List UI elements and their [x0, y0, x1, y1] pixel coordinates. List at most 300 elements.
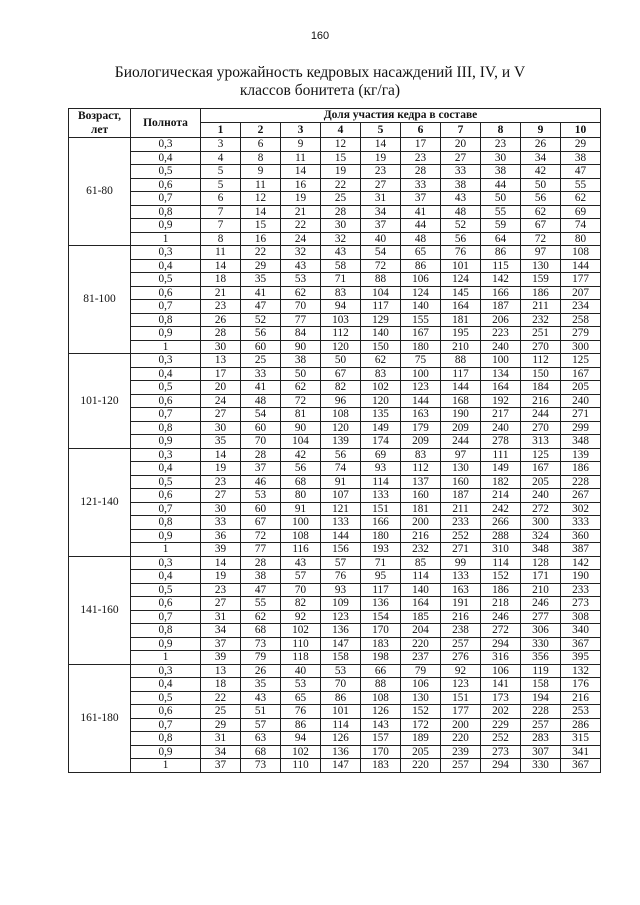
value-cell: 341	[561, 745, 601, 759]
value-cell: 109	[321, 597, 361, 611]
table-row	[69, 475, 601, 489]
value-cell: 82	[281, 597, 321, 611]
value-cell: 36	[201, 529, 241, 543]
column-header: 1	[201, 123, 241, 138]
value-cell: 184	[521, 381, 561, 395]
value-cell: 96	[321, 394, 361, 408]
value-cell: 26	[241, 664, 281, 678]
value-cell: 252	[441, 529, 481, 543]
value-cell: 70	[241, 435, 281, 449]
value-cell: 195	[441, 327, 481, 341]
value-cell: 23	[201, 300, 241, 314]
value-cell: 38	[481, 165, 521, 179]
density-cell: 0,7	[131, 718, 201, 732]
density-cell: 0,7	[131, 502, 201, 516]
value-cell: 112	[321, 327, 361, 341]
value-cell: 273	[481, 745, 521, 759]
value-cell: 356	[521, 651, 561, 665]
value-cell: 240	[521, 489, 561, 503]
value-cell: 97	[521, 246, 561, 260]
value-cell: 139	[561, 448, 601, 462]
title-line-2: классов бонитета (кг/га)	[239, 82, 401, 99]
value-cell: 56	[281, 462, 321, 476]
table-row	[69, 138, 601, 152]
value-cell: 68	[241, 745, 281, 759]
table-row	[69, 664, 601, 678]
value-cell: 202	[481, 705, 521, 719]
value-cell: 142	[481, 273, 521, 287]
value-cell: 72	[361, 259, 401, 273]
value-cell: 74	[321, 462, 361, 476]
table-row	[69, 178, 601, 192]
value-cell: 266	[481, 516, 521, 530]
value-cell: 232	[401, 543, 441, 557]
value-cell: 143	[361, 718, 401, 732]
value-cell: 210	[521, 583, 561, 597]
value-cell: 11	[281, 151, 321, 165]
value-cell: 110	[281, 637, 321, 651]
value-cell: 300	[521, 516, 561, 530]
column-header: 4	[321, 123, 361, 138]
value-cell: 84	[281, 327, 321, 341]
value-cell: 220	[401, 637, 441, 651]
value-cell: 340	[561, 624, 601, 638]
value-cell: 47	[561, 165, 601, 179]
value-cell: 32	[321, 232, 361, 246]
value-cell: 108	[281, 529, 321, 543]
value-cell: 194	[521, 691, 561, 705]
value-cell: 315	[561, 732, 601, 746]
value-cell: 136	[321, 624, 361, 638]
value-cell: 88	[361, 678, 401, 692]
value-cell: 272	[481, 624, 521, 638]
value-cell: 158	[321, 651, 361, 665]
value-cell: 48	[441, 205, 481, 219]
value-cell: 25	[321, 192, 361, 206]
value-cell: 252	[481, 732, 521, 746]
value-cell: 144	[561, 259, 601, 273]
value-cell: 126	[361, 705, 401, 719]
value-cell: 51	[241, 705, 281, 719]
value-cell: 106	[481, 664, 521, 678]
value-cell: 99	[441, 556, 481, 570]
value-cell: 17	[201, 367, 241, 381]
value-cell: 300	[561, 340, 601, 354]
value-cell: 160	[401, 489, 441, 503]
value-cell: 56	[321, 448, 361, 462]
value-cell: 19	[201, 570, 241, 584]
value-cell: 183	[361, 759, 401, 773]
value-cell: 108	[361, 691, 401, 705]
value-cell: 68	[241, 624, 281, 638]
value-cell: 67	[521, 219, 561, 233]
table-row	[69, 556, 601, 570]
value-cell: 124	[401, 286, 441, 300]
value-cell: 186	[561, 462, 601, 476]
table-row	[69, 259, 601, 273]
density-cell: 0,9	[131, 435, 201, 449]
value-cell: 21	[201, 286, 241, 300]
value-cell: 101	[441, 259, 481, 273]
value-cell: 187	[441, 489, 481, 503]
value-cell: 53	[281, 678, 321, 692]
value-cell: 387	[561, 543, 601, 557]
value-cell: 271	[441, 543, 481, 557]
value-cell: 198	[361, 651, 401, 665]
value-cell: 205	[521, 475, 561, 489]
value-cell: 239	[441, 745, 481, 759]
value-cell: 185	[401, 610, 441, 624]
value-cell: 27	[361, 178, 401, 192]
table-row	[69, 381, 601, 395]
value-cell: 6	[241, 138, 281, 152]
density-cell: 0,9	[131, 637, 201, 651]
value-cell: 152	[401, 705, 441, 719]
value-cell: 216	[401, 529, 441, 543]
table-row	[69, 232, 601, 246]
table-row	[69, 529, 601, 543]
value-cell: 33	[401, 178, 441, 192]
value-cell: 180	[361, 529, 401, 543]
value-cell: 395	[561, 651, 601, 665]
table-row	[69, 367, 601, 381]
value-cell: 9	[241, 165, 281, 179]
table-header	[69, 109, 601, 138]
value-cell: 118	[281, 651, 321, 665]
value-cell: 23	[401, 151, 441, 165]
value-cell: 246	[481, 610, 521, 624]
value-cell: 209	[401, 435, 441, 449]
value-cell: 193	[361, 543, 401, 557]
table-row	[69, 718, 601, 732]
value-cell: 15	[321, 151, 361, 165]
value-cell: 47	[241, 583, 281, 597]
density-cell: 0,6	[131, 705, 201, 719]
value-cell: 38	[281, 354, 321, 368]
value-cell: 28	[241, 556, 281, 570]
value-cell: 23	[481, 138, 521, 152]
column-header: 7	[441, 123, 481, 138]
table-row	[69, 651, 601, 665]
value-cell: 6	[201, 192, 241, 206]
value-cell: 144	[401, 394, 441, 408]
value-cell: 244	[441, 435, 481, 449]
value-cell: 218	[481, 597, 521, 611]
value-cell: 53	[281, 273, 321, 287]
value-cell: 330	[521, 759, 561, 773]
value-cell: 17	[401, 138, 441, 152]
value-cell: 31	[201, 732, 241, 746]
density-cell: 0,6	[131, 597, 201, 611]
value-cell: 79	[401, 664, 441, 678]
value-cell: 93	[361, 462, 401, 476]
value-cell: 11	[241, 178, 281, 192]
value-cell: 115	[481, 259, 521, 273]
density-cell: 0,5	[131, 691, 201, 705]
value-cell: 22	[321, 178, 361, 192]
density-cell: 0,8	[131, 516, 201, 530]
value-cell: 246	[521, 597, 561, 611]
value-cell: 31	[201, 610, 241, 624]
value-cell: 156	[321, 543, 361, 557]
density-cell: 0,5	[131, 475, 201, 489]
value-cell: 57	[321, 556, 361, 570]
value-cell: 50	[481, 192, 521, 206]
value-cell: 128	[521, 556, 561, 570]
table-row	[69, 340, 601, 354]
value-cell: 132	[561, 664, 601, 678]
value-cell: 126	[321, 732, 361, 746]
value-cell: 35	[241, 678, 281, 692]
value-cell: 67	[241, 516, 281, 530]
value-cell: 18	[201, 678, 241, 692]
value-cell: 108	[561, 246, 601, 260]
value-cell: 35	[201, 435, 241, 449]
value-cell: 92	[441, 664, 481, 678]
value-cell: 29	[241, 259, 281, 273]
value-cell: 232	[521, 313, 561, 327]
value-cell: 26	[521, 138, 561, 152]
value-cell: 37	[201, 637, 241, 651]
value-cell: 50	[321, 354, 361, 368]
value-cell: 150	[521, 367, 561, 381]
value-cell: 112	[401, 462, 441, 476]
value-cell: 106	[401, 678, 441, 692]
value-cell: 223	[481, 327, 521, 341]
value-cell: 116	[281, 543, 321, 557]
value-cell: 92	[281, 610, 321, 624]
value-cell: 41	[401, 205, 441, 219]
table-row	[69, 151, 601, 165]
value-cell: 191	[441, 597, 481, 611]
value-cell: 62	[281, 286, 321, 300]
value-cell: 76	[441, 246, 481, 260]
value-cell: 76	[281, 705, 321, 719]
table-row	[69, 637, 601, 651]
value-cell: 88	[361, 273, 401, 287]
value-cell: 65	[281, 691, 321, 705]
value-cell: 244	[521, 408, 561, 422]
value-cell: 43	[281, 259, 321, 273]
density-cell: 0,4	[131, 678, 201, 692]
value-cell: 60	[241, 421, 281, 435]
value-cell: 147	[321, 637, 361, 651]
value-cell: 30	[201, 340, 241, 354]
value-cell: 129	[361, 313, 401, 327]
value-cell: 43	[281, 556, 321, 570]
value-cell: 164	[401, 597, 441, 611]
density-cell: 0,9	[131, 327, 201, 341]
value-cell: 14	[201, 556, 241, 570]
value-cell: 33	[241, 367, 281, 381]
value-cell: 67	[321, 367, 361, 381]
table-row	[69, 583, 601, 597]
value-cell: 112	[521, 354, 561, 368]
value-cell: 33	[441, 165, 481, 179]
value-cell: 55	[561, 178, 601, 192]
value-cell: 233	[441, 516, 481, 530]
value-cell: 278	[481, 435, 521, 449]
table-row	[69, 313, 601, 327]
value-cell: 22	[241, 246, 281, 260]
value-cell: 160	[441, 475, 481, 489]
value-cell: 16	[281, 178, 321, 192]
age-group-cell: 61-80	[69, 138, 131, 246]
value-cell: 125	[561, 354, 601, 368]
value-cell: 140	[401, 583, 441, 597]
age-group-cell: 81-100	[69, 246, 131, 354]
table-row	[69, 610, 601, 624]
value-cell: 62	[561, 192, 601, 206]
value-cell: 181	[441, 313, 481, 327]
value-cell: 240	[481, 340, 521, 354]
value-cell: 139	[321, 435, 361, 449]
value-cell: 220	[401, 759, 441, 773]
value-cell: 179	[401, 421, 441, 435]
value-cell: 53	[321, 664, 361, 678]
density-cell: 0,4	[131, 462, 201, 476]
value-cell: 228	[561, 475, 601, 489]
value-cell: 68	[281, 475, 321, 489]
value-cell: 209	[441, 421, 481, 435]
value-cell: 242	[481, 502, 521, 516]
value-cell: 120	[361, 394, 401, 408]
value-cell: 216	[441, 610, 481, 624]
value-cell: 94	[321, 300, 361, 314]
value-cell: 40	[361, 232, 401, 246]
value-cell: 306	[521, 624, 561, 638]
value-cell: 238	[441, 624, 481, 638]
value-cell: 14	[241, 205, 281, 219]
value-cell: 164	[441, 300, 481, 314]
value-cell: 54	[241, 408, 281, 422]
density-cell: 0,9	[131, 745, 201, 759]
value-cell: 273	[561, 597, 601, 611]
value-cell: 43	[241, 691, 281, 705]
value-cell: 147	[321, 759, 361, 773]
value-cell: 41	[241, 381, 281, 395]
value-cell: 130	[401, 691, 441, 705]
density-cell: 0,3	[131, 664, 201, 678]
value-cell: 267	[561, 489, 601, 503]
value-cell: 62	[361, 354, 401, 368]
value-cell: 186	[481, 583, 521, 597]
share-header: Доля участия кедра в составе	[201, 109, 601, 123]
value-cell: 5	[201, 178, 241, 192]
table-row	[69, 286, 601, 300]
value-cell: 207	[561, 286, 601, 300]
value-cell: 206	[481, 313, 521, 327]
table-row	[69, 543, 601, 557]
value-cell: 59	[481, 219, 521, 233]
value-cell: 117	[441, 367, 481, 381]
value-cell: 62	[241, 610, 281, 624]
value-cell: 91	[321, 475, 361, 489]
value-cell: 130	[521, 259, 561, 273]
density-cell: 0,5	[131, 381, 201, 395]
value-cell: 294	[481, 637, 521, 651]
value-cell: 106	[401, 273, 441, 287]
table-row	[69, 165, 601, 179]
value-cell: 170	[361, 624, 401, 638]
table-row	[69, 448, 601, 462]
density-cell: 1	[131, 232, 201, 246]
value-cell: 34	[361, 205, 401, 219]
density-cell: 0,9	[131, 219, 201, 233]
value-cell: 253	[561, 705, 601, 719]
value-cell: 149	[481, 462, 521, 476]
value-cell: 60	[241, 340, 281, 354]
value-cell: 95	[361, 570, 401, 584]
value-cell: 88	[441, 354, 481, 368]
value-cell: 125	[521, 448, 561, 462]
value-cell: 211	[441, 502, 481, 516]
density-cell: 1	[131, 340, 201, 354]
table-row	[69, 435, 601, 449]
value-cell: 12	[241, 192, 281, 206]
value-cell: 158	[521, 678, 561, 692]
table-row	[69, 570, 601, 584]
value-cell: 72	[521, 232, 561, 246]
density-cell: 1	[131, 543, 201, 557]
value-cell: 114	[401, 570, 441, 584]
table-row	[69, 300, 601, 314]
table-row	[69, 691, 601, 705]
value-cell: 205	[561, 381, 601, 395]
density-cell: 0,3	[131, 138, 201, 152]
age-group-cell: 121-140	[69, 448, 131, 556]
table-row	[69, 205, 601, 219]
density-cell: 0,8	[131, 421, 201, 435]
value-cell: 14	[281, 165, 321, 179]
value-cell: 167	[561, 367, 601, 381]
value-cell: 34	[201, 624, 241, 638]
value-cell: 159	[521, 273, 561, 287]
column-header: 3	[281, 123, 321, 138]
value-cell: 216	[561, 691, 601, 705]
value-cell: 272	[521, 502, 561, 516]
value-cell: 23	[361, 165, 401, 179]
value-cell: 28	[401, 165, 441, 179]
value-cell: 73	[241, 759, 281, 773]
value-cell: 111	[481, 448, 521, 462]
table-row	[69, 502, 601, 516]
value-cell: 40	[281, 664, 321, 678]
value-cell: 150	[361, 340, 401, 354]
value-cell: 34	[521, 151, 561, 165]
value-cell: 117	[361, 300, 401, 314]
value-cell: 211	[521, 300, 561, 314]
page-title	[0, 64, 640, 100]
value-cell: 133	[321, 516, 361, 530]
value-cell: 270	[521, 421, 561, 435]
value-cell: 210	[441, 340, 481, 354]
value-cell: 71	[361, 556, 401, 570]
value-cell: 176	[561, 678, 601, 692]
value-cell: 86	[281, 718, 321, 732]
value-cell: 258	[561, 313, 601, 327]
table-row	[69, 462, 601, 476]
value-cell: 220	[441, 732, 481, 746]
density-cell: 0,8	[131, 732, 201, 746]
value-cell: 20	[441, 138, 481, 152]
value-cell: 174	[361, 435, 401, 449]
value-cell: 288	[481, 529, 521, 543]
value-cell: 37	[241, 462, 281, 476]
value-cell: 19	[201, 462, 241, 476]
value-cell: 43	[441, 192, 481, 206]
value-cell: 28	[321, 205, 361, 219]
